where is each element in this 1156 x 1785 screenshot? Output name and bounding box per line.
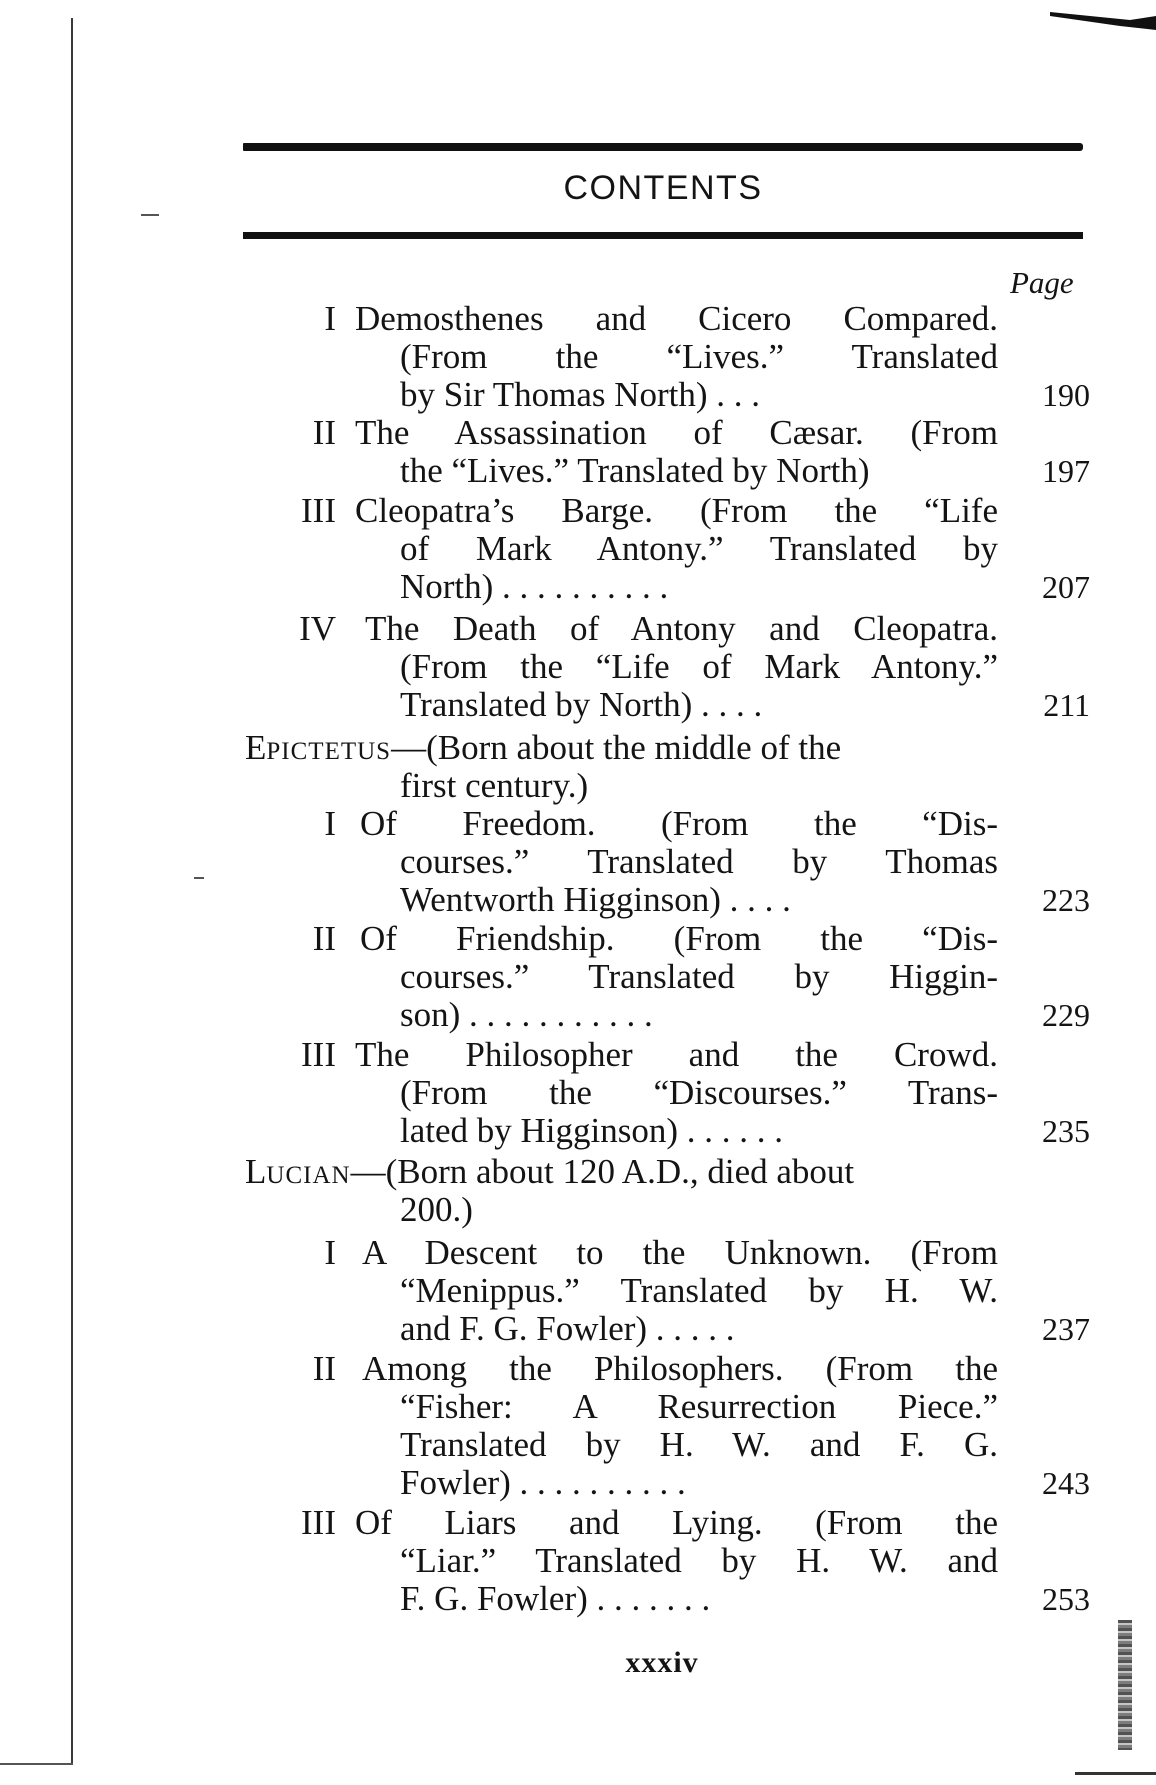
- entry-line: of Mark Antony.” Translated by: [400, 529, 998, 568]
- entry-line: “Liar.” Translated by H. W. and: [400, 1541, 998, 1580]
- author-line: [245, 1153, 854, 1191]
- entry-page-number: 223: [1042, 882, 1090, 918]
- entry-line: The Death of Antony and Cleopatra.: [365, 609, 998, 648]
- entry-page-number: 207: [1042, 569, 1090, 605]
- entry-page-number: 243: [1042, 1465, 1090, 1501]
- entry-line: “Fisher: A Resurrection Piece.”: [400, 1387, 998, 1426]
- entry-line: and F. G. Fowler) . . . . .: [400, 1309, 735, 1348]
- entry-page-number: 235: [1042, 1113, 1090, 1149]
- entry-line: Translated by North) . . . .: [400, 685, 763, 724]
- entry-line: The Assassination of Cæsar. (From: [355, 413, 998, 452]
- entry-number: III: [301, 491, 336, 530]
- entry-line: the “Lives.” Translated by North): [400, 451, 870, 490]
- entry-line: “Menippus.” Translated by H. W.: [400, 1271, 998, 1310]
- entry-number: IV: [299, 609, 336, 648]
- entry-number: I: [324, 299, 336, 338]
- entry-line: F. G. Fowler) . . . . . . .: [400, 1579, 711, 1618]
- entry-line: Demosthenes and Cicero Compared.: [355, 299, 998, 338]
- entry-line: Among the Philosophers. (From the: [362, 1349, 998, 1388]
- entry-number: III: [301, 1503, 336, 1542]
- entry-page-number: 229: [1042, 997, 1090, 1033]
- author-name: UCIAN: [266, 1162, 351, 1189]
- entry-number: III: [301, 1035, 336, 1074]
- entry-line: Of Freedom. (From the “Dis-: [360, 804, 998, 843]
- author-name: L: [245, 1152, 267, 1191]
- entry-line: The Philosopher and the Crowd.: [355, 1035, 998, 1074]
- entry-page-number: 237: [1042, 1311, 1090, 1347]
- page-column-label: Page: [1010, 265, 1074, 300]
- author-line: first century.): [400, 766, 589, 805]
- author-line: [245, 729, 841, 767]
- entry-page-number: 190: [1042, 377, 1090, 413]
- entry-number: II: [312, 413, 336, 452]
- author-note: —(Born about 120 A.D., died about: [350, 1152, 855, 1191]
- entry-line: by Sir Thomas North) . . .: [400, 375, 761, 414]
- author-line: 200.): [400, 1190, 473, 1229]
- entry-line: (From the “Lives.” Translated: [400, 337, 998, 376]
- entry-line: son) . . . . . . . . . . .: [400, 995, 653, 1034]
- entry-line: Wentworth Higginson) . . . .: [400, 880, 791, 919]
- author-name: PICTETUS: [266, 738, 392, 765]
- entry-page-number: 253: [1042, 1581, 1090, 1617]
- entry-line: Cleopatra’s Barge. (From the “Life: [355, 491, 998, 530]
- author-note: —(Born about the middle of the: [391, 728, 842, 767]
- entry-line: courses.” Translated by Thomas: [400, 842, 998, 881]
- entry-line: Of Friendship. (From the “Dis-: [360, 919, 998, 958]
- entry-number: II: [312, 1349, 336, 1388]
- entry-line: North) . . . . . . . . . .: [400, 567, 669, 606]
- page-folio: xxxiv: [625, 1646, 699, 1679]
- entry-line: Fowler) . . . . . . . . . .: [400, 1463, 686, 1502]
- entry-page-number: 211: [1043, 687, 1090, 723]
- entry-number: I: [324, 804, 336, 843]
- entry-line: Of Liars and Lying. (From the: [355, 1503, 998, 1542]
- page-title: CONTENTS: [563, 169, 763, 207]
- entry-line: Translated by H. W. and F. G.: [400, 1425, 998, 1464]
- entry-page-number: 197: [1042, 453, 1090, 489]
- entry-line: (From the “Discourses.” Trans-: [400, 1073, 998, 1112]
- entry-number: II: [312, 919, 336, 958]
- entry-line: courses.” Translated by Higgin-: [400, 957, 998, 996]
- entry-number: I: [324, 1233, 336, 1272]
- entry-line: A Descent to the Unknown. (From: [362, 1233, 998, 1272]
- entry-line: (From the “Life of Mark Antony.”: [400, 647, 998, 686]
- entry-line: lated by Higginson) . . . . . .: [400, 1111, 784, 1150]
- author-name: E: [245, 728, 267, 767]
